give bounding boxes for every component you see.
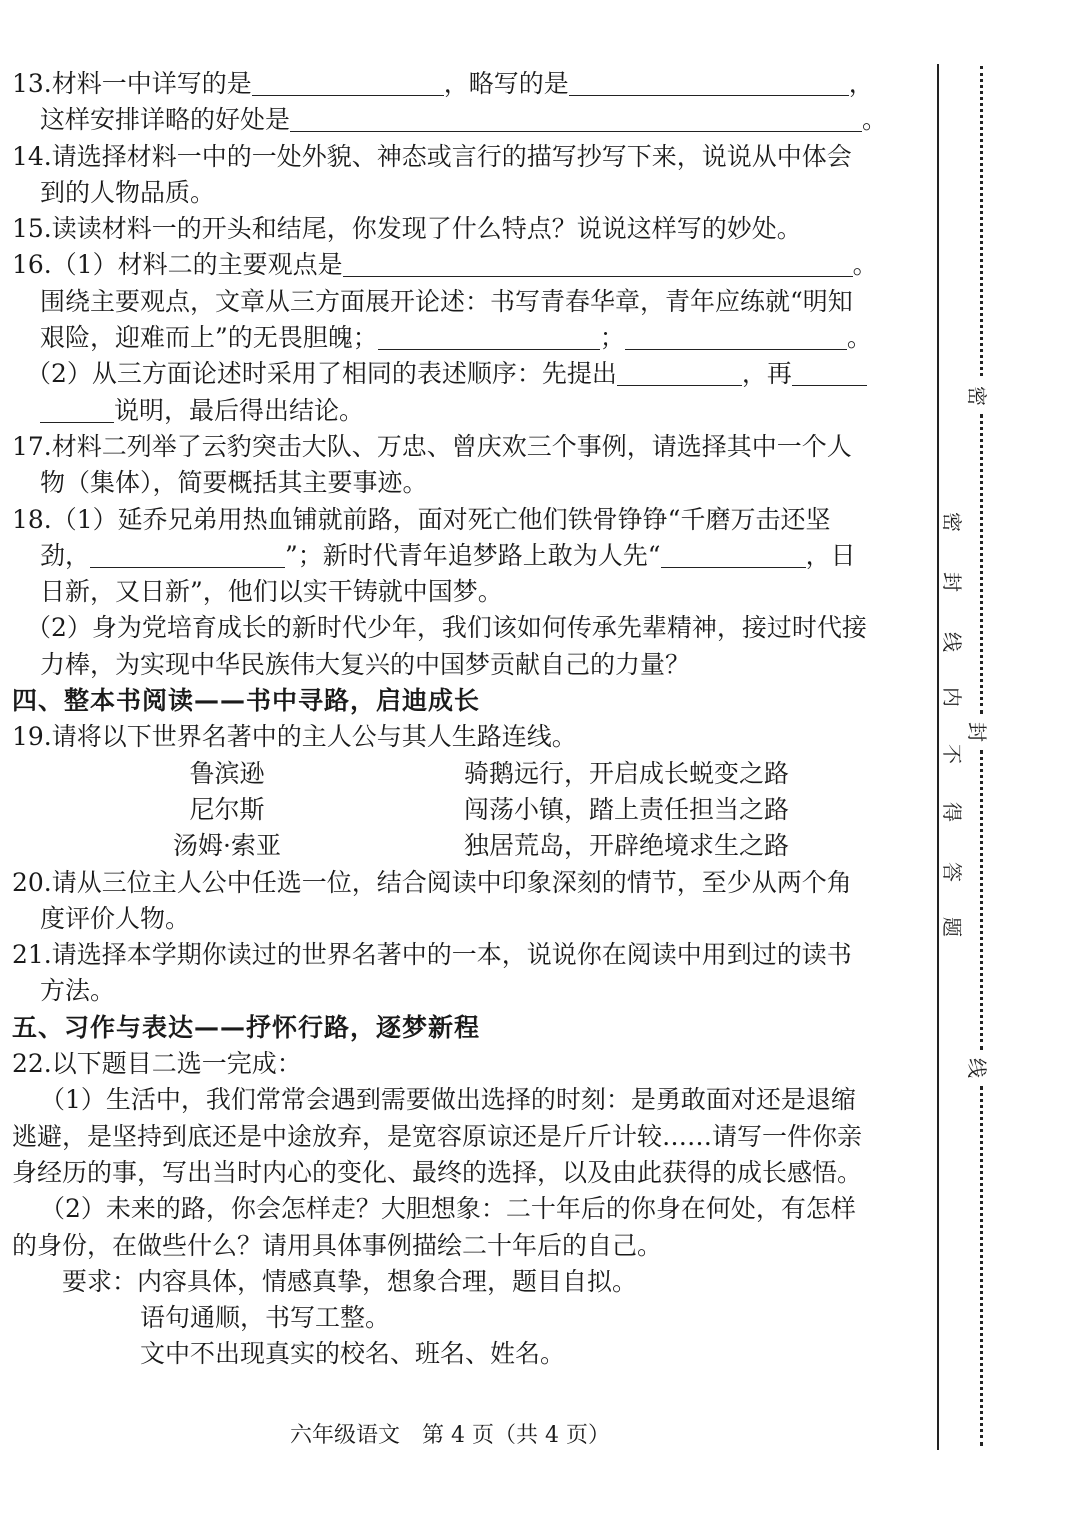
answer-blank[interactable]: [661, 541, 806, 568]
requirements-line1: 要求：内容具体，情感真挚，想象合理，题目自拟。: [62, 1266, 638, 1296]
q18-line2: 劲， ”；新时代青年追梦路上敢为人先“ ，日: [40, 540, 856, 570]
q22-line5: （2）未来的路，你会怎样走？大胆想象：二十年后的你身在何处，有怎样: [40, 1194, 856, 1224]
seal-mark-xian: 线: [965, 1058, 989, 1078]
answer-blank[interactable]: [792, 359, 867, 386]
protagonist-name[interactable]: 汤姆·索亚: [173, 831, 281, 861]
matching-row: [112, 828, 902, 864]
q22-line4: 身经历的事，写出当时内心的变化、最终的选择，以及由此获得的成长感悟。: [12, 1157, 863, 1187]
answer-blank[interactable]: [569, 69, 849, 96]
seal-dotted-line: [980, 1086, 983, 1446]
requirements-line2: 语句通顺，书写工整。: [140, 1303, 391, 1333]
binding-solid-line: [937, 64, 939, 1450]
seal-dotted-line: [980, 414, 983, 714]
page-footer: 六年级语文 第 4 页（共 4 页）: [290, 1423, 610, 1448]
q18-line5: 力棒，为实现中华民族伟大复兴的中国梦贡献自己的力量？: [40, 649, 691, 679]
life-path[interactable]: 闯荡小镇，踏上责任担当之路: [464, 794, 790, 824]
seal-mark-feng: 封: [965, 722, 989, 742]
q14-line2: 到的人物品质。: [40, 177, 216, 207]
section-heading-4: 四、整本书阅读——书中寻路，启迪成长: [12, 686, 481, 716]
q22-line2: （1）生活中，我们常常会遇到需要做出选择的时刻：是勇敢面对还是退缩: [40, 1085, 856, 1115]
seal-inner-char: 题: [940, 917, 964, 937]
seal-dotted-line: [980, 750, 983, 1050]
q13-line1: 13.材料一中详写的是 ，略写的是 ，: [12, 69, 874, 98]
answer-blank[interactable]: [343, 250, 853, 277]
q22-line1: 22.以下题目二选一完成：: [12, 1049, 302, 1079]
protagonist-name[interactable]: 尼尔斯: [189, 794, 265, 824]
answer-blank[interactable]: [90, 541, 285, 568]
answer-blank[interactable]: [617, 359, 742, 386]
q22-line6: 的身份，在做些什么？请用具体事例描绘二十年后的自己。: [12, 1230, 663, 1260]
seal-inner-char: 密: [940, 512, 964, 532]
q13-line2: 这样安排详略的好处是 。: [40, 105, 888, 135]
matching-row: [112, 792, 902, 828]
q18-line4: （2）身为党培育成长的新时代少年，我们该如何传承先辈精神，接过时代接: [26, 613, 867, 643]
seal-inner-char: 内: [940, 687, 964, 707]
q20-line1: 20.请从三位主人公中任选一位，结合阅读中印象深刻的情节，至少从两个角: [12, 867, 852, 897]
q16-line2: 围绕主要观点，文章从三方面展开论述：书写青春华章，青年应练就“明知: [40, 286, 853, 316]
q21-line2: 方法。: [40, 976, 116, 1006]
q16-line3: 艰险，迎难而上”的无畏胆魄； ； 。: [40, 323, 872, 353]
seal-dotted-line: [980, 66, 983, 376]
q16-line1: 16.（1）材料二的主要观点是 。: [12, 250, 878, 280]
q19-line1: 19.请将以下世界名著中的主人公与其人生路连线。: [12, 722, 577, 752]
q22-line3: 逃避，是坚持到底还是中途放弃，是宽容原谅还是斤斤计较……请写一件你亲: [12, 1121, 863, 1151]
seal-mark-mi: 密: [965, 386, 989, 406]
answer-blank[interactable]: [378, 323, 600, 350]
q20-line2: 度评价人物。: [40, 903, 191, 933]
requirements-line3: 文中不出现真实的校名、班名、姓名。: [140, 1339, 566, 1369]
protagonist-name[interactable]: 鲁滨逊: [189, 758, 265, 788]
life-path[interactable]: 骑鹅远行，开启成长蜕变之路: [464, 758, 790, 788]
seal-inner-char: 答: [940, 862, 964, 882]
q18-line1: 18.（1）延乔兄弟用热血铺就前路，面对死亡他们铁骨铮铮“千磨万击还坚: [12, 504, 831, 534]
q18-line3: 日新，又日新”，他们以实干铸就中国梦。: [40, 577, 503, 607]
answer-blank[interactable]: [40, 396, 114, 423]
section-heading-5: 五、习作与表达——抒怀行路，逐梦新程: [12, 1012, 481, 1042]
q21-line1: 21.请选择本学期你读过的世界名著中的一本，说说你在阅读中用到过的读书: [12, 940, 852, 970]
q17-line1: 17.材料二列举了云豹突击大队、万忠、曾庆欢三个事例，请选择其中一个人: [12, 431, 852, 461]
q15-line: 15.读读材料一的开头和结尾，你发现了什么特点？说说这样写的妙处。: [12, 214, 802, 244]
seal-inner-char: 不: [940, 744, 964, 764]
matching-row: [112, 756, 902, 792]
matching-list: [112, 756, 902, 865]
answer-blank[interactable]: [625, 323, 847, 350]
q16-line5: 说明，最后得出结论。: [12, 393, 902, 429]
q16-line4: （2）从三方面论述时采用了相同的表述顺序：先提出 ，再: [12, 356, 902, 392]
seal-inner-char: 线: [940, 632, 964, 652]
q17-line2: 物（集体），简要概括其主要事迹。: [40, 468, 428, 498]
life-path[interactable]: 独居荒岛，开辟绝境求生之路: [464, 831, 790, 861]
seal-inner-char: 封: [940, 572, 964, 592]
seal-inner-char: 得: [940, 802, 964, 822]
answer-blank[interactable]: [252, 69, 444, 96]
answer-blank[interactable]: [290, 105, 862, 132]
q14-line1: 14.请选择材料一中的一处外貌、神态或言行的描写抄写下来，说说从中体会: [12, 141, 852, 171]
question-content: [12, 66, 902, 1373]
